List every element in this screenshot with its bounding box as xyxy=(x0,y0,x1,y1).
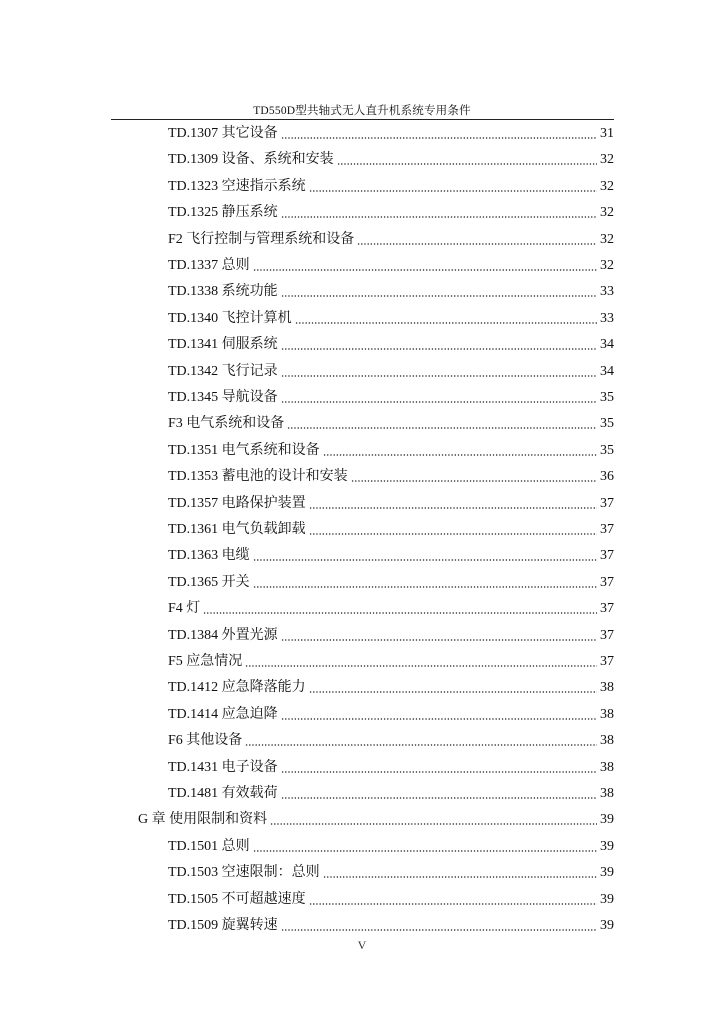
toc-entry-page-number: 32 xyxy=(600,231,614,247)
toc-dot-leader xyxy=(281,760,597,774)
toc-entry-label: TD.1342 飞行记录 xyxy=(168,363,278,379)
toc-entry-label: TD.1501 总则 xyxy=(168,838,250,854)
toc-entry-label: TD.1309 设备、系统和安装 xyxy=(168,152,334,168)
toc-entry[interactable] xyxy=(168,330,614,354)
toc-entry-page-number: 39 xyxy=(600,838,614,854)
toc-entry-label: TD.1341 伺服系统 xyxy=(168,337,278,353)
toc-entry-page-number: 38 xyxy=(600,786,614,801)
toc-dot-leader xyxy=(337,152,597,166)
toc-entry-page-number: 38 xyxy=(600,680,614,696)
toc-entry-label: TD.1351 电气系统和设备 xyxy=(168,442,320,458)
toc-entry-label: TD.1509 旋翼转速 xyxy=(168,918,278,933)
toc-entry-label: F5 应急情况 xyxy=(168,654,243,669)
toc-entry[interactable] xyxy=(168,277,614,301)
toc-dot-leader xyxy=(309,179,597,193)
toc-entry-label: TD.1363 电缆 xyxy=(168,548,250,564)
toc-dot-leader xyxy=(281,786,597,800)
toc-entry[interactable] xyxy=(168,885,614,909)
toc-entry-page-number: 34 xyxy=(600,363,614,379)
toc-entry-label: TD.1338 系统功能 xyxy=(168,284,278,300)
toc-entry-page-number: 39 xyxy=(600,865,614,881)
toc-dot-leader xyxy=(357,232,597,246)
toc-dot-leader xyxy=(281,918,597,932)
toc-dot-leader xyxy=(281,126,597,140)
toc-entry[interactable] xyxy=(168,647,614,671)
toc-dot-leader xyxy=(253,839,597,853)
toc-entry-page-number: 35 xyxy=(600,390,614,405)
toc-dot-leader xyxy=(295,311,597,325)
toc-dot-leader xyxy=(281,707,597,721)
toc-dot-leader xyxy=(281,628,597,642)
toc-entry[interactable] xyxy=(168,700,614,724)
toc-entry-page-number: 39 xyxy=(600,891,614,907)
toc-dot-leader xyxy=(309,496,597,510)
toc-dot-leader xyxy=(287,416,597,430)
toc-dot-leader xyxy=(281,390,597,404)
toc-entry-label: TD.1337 总则 xyxy=(168,258,250,273)
toc-entry[interactable] xyxy=(168,726,614,750)
toc-entry[interactable] xyxy=(168,541,614,565)
toc-entry-label: TD.1365 开关 xyxy=(168,574,250,590)
toc-dot-leader xyxy=(245,733,597,747)
toc-entry-label: TD.1323 空速指示系统 xyxy=(168,178,306,194)
toc-entry-page-number: 37 xyxy=(600,495,614,511)
toc-entry[interactable] xyxy=(168,409,614,433)
toc-dot-leader xyxy=(253,258,597,272)
toc-entry-label: TD.1481 有效载荷 xyxy=(168,786,278,801)
toc-entry-label: TD.1357 电路保护装置 xyxy=(168,495,306,511)
toc-entry[interactable] xyxy=(138,805,614,829)
toc-entry-page-number: 35 xyxy=(600,442,614,458)
toc-entry[interactable] xyxy=(168,568,614,592)
toc-entry-label: TD.1414 应急迫降 xyxy=(168,706,278,722)
toc-entry[interactable] xyxy=(168,832,614,856)
toc-entry-page-number: 38 xyxy=(600,733,614,749)
toc-entry-page-number: 33 xyxy=(600,284,614,300)
toc-entry-page-number: 33 xyxy=(600,310,614,326)
toc-entry[interactable] xyxy=(168,489,614,513)
toc-entry-page-number: 31 xyxy=(600,126,614,141)
toc-entry-page-number: 38 xyxy=(600,706,614,722)
toc-entry-label: TD.1345 导航设备 xyxy=(168,390,278,405)
toc-dot-leader xyxy=(253,575,597,589)
toc-dot-leader xyxy=(203,601,597,615)
toc-entry[interactable] xyxy=(168,304,614,328)
toc-entry-label: F4 灯 xyxy=(168,601,201,617)
toc-dot-leader xyxy=(270,812,597,826)
toc-entry[interactable] xyxy=(168,172,614,196)
toc-entry-label: TD.1503 空速限制：总则 xyxy=(168,865,320,881)
toc-entry[interactable] xyxy=(168,594,614,618)
toc-entry-label: TD.1431 电子设备 xyxy=(168,759,278,775)
toc-dot-leader xyxy=(281,205,597,219)
toc-entry-label: TD.1412 应急降落能力 xyxy=(168,680,306,696)
toc-entry[interactable] xyxy=(168,383,614,407)
toc-dot-leader xyxy=(323,443,597,457)
toc-entry-page-number: 32 xyxy=(600,178,614,194)
toc-entry[interactable] xyxy=(168,753,614,777)
toc-entry-label: TD.1353 蓄电池的设计和安装 xyxy=(168,469,348,485)
toc-entry[interactable] xyxy=(168,198,614,222)
toc-entry-label: TD.1307 其它设备 xyxy=(168,126,278,141)
toc-entry[interactable] xyxy=(168,621,614,645)
toc-dot-leader xyxy=(309,680,597,694)
toc-dot-leader xyxy=(309,892,597,906)
toc-entry[interactable] xyxy=(168,357,614,381)
toc-entry-page-number: 35 xyxy=(600,416,614,432)
toc-entry-page-number: 37 xyxy=(600,654,614,669)
toc-entry-page-number: 37 xyxy=(600,574,614,590)
toc-dot-leader xyxy=(281,364,597,378)
toc-entry-label: TD.1384 外置光源 xyxy=(168,627,278,643)
toc-entry-page-number: 37 xyxy=(600,522,614,537)
toc-dot-leader xyxy=(253,548,597,562)
toc-dot-leader xyxy=(351,469,597,483)
toc-dot-leader xyxy=(309,522,597,536)
toc-entry[interactable] xyxy=(168,251,614,275)
toc-entry-page-number: 39 xyxy=(600,918,614,933)
toc-entry-label: F2 飞行控制与管理系统和设备 xyxy=(168,231,355,247)
toc-entry[interactable] xyxy=(168,858,614,882)
toc-entry-label: TD.1340 飞控计算机 xyxy=(168,310,292,326)
toc-entry-label: TD.1361 电气负载卸载 xyxy=(168,522,306,537)
toc-entry-page-number: 38 xyxy=(600,759,614,775)
toc-entry[interactable] xyxy=(168,436,614,460)
toc-entry-page-number: 37 xyxy=(600,627,614,643)
toc-entry-page-number: 34 xyxy=(600,337,614,353)
page-number: V xyxy=(357,938,367,952)
toc-entry[interactable] xyxy=(168,673,614,697)
toc-dot-leader xyxy=(281,284,597,298)
toc-entry[interactable] xyxy=(168,911,614,935)
toc-entry-page-number: 32 xyxy=(600,258,614,273)
toc-dot-leader xyxy=(281,337,597,351)
toc-entry[interactable] xyxy=(168,119,614,143)
toc-entry-page-number: 36 xyxy=(600,469,614,485)
toc-entry[interactable] xyxy=(168,145,614,169)
toc-entry-page-number: 32 xyxy=(600,205,614,221)
toc-entry-page-number: 32 xyxy=(600,152,614,168)
toc-entry-label: TD.1505 不可超越速度 xyxy=(168,891,306,907)
toc-entry-label: TD.1325 静压系统 xyxy=(168,205,278,221)
toc-entry[interactable] xyxy=(168,225,614,249)
toc-entry-page-number: 37 xyxy=(600,601,614,617)
toc-entry[interactable] xyxy=(168,462,614,486)
toc-entry-label: G 章 使用限制和资料 xyxy=(138,812,268,828)
toc-entry[interactable] xyxy=(168,515,614,539)
toc-dot-leader xyxy=(323,865,597,879)
toc-entry[interactable] xyxy=(168,779,614,803)
running-header-title: TD550D型共轴式无人直升机系统专用条件 xyxy=(253,105,471,117)
toc-entry-label: F3 电气系统和设备 xyxy=(168,416,285,432)
toc-entry-label: F6 其他设备 xyxy=(168,733,243,749)
toc-entry-page-number: 39 xyxy=(600,812,614,828)
toc-entry-page-number: 37 xyxy=(600,548,614,564)
toc-dot-leader xyxy=(245,654,597,668)
